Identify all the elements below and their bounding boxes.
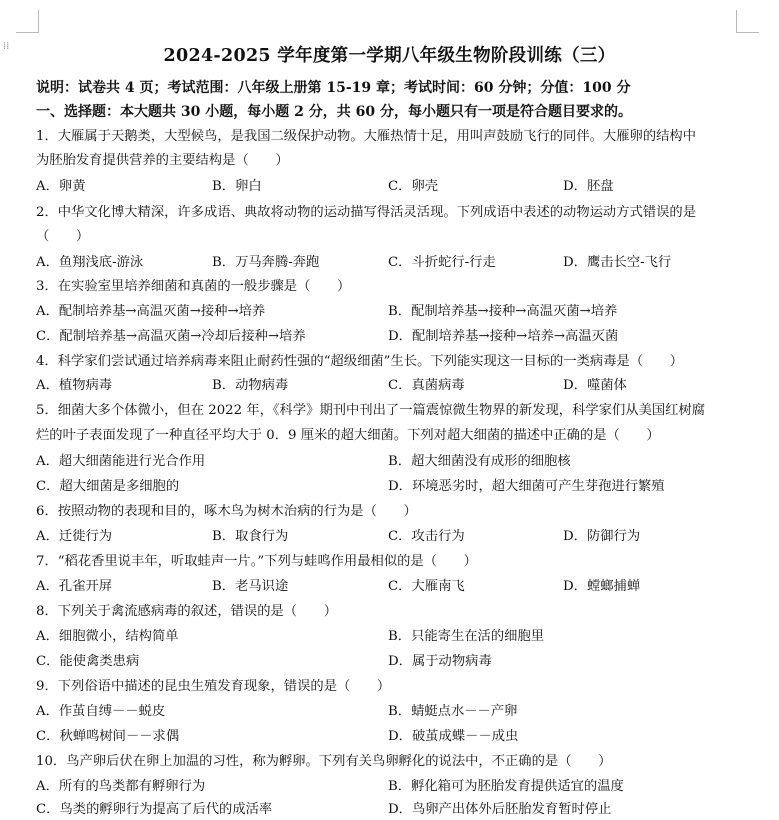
q7-option-b: B．老马识途 — [212, 579, 289, 594]
question-2-line-1: 2．中华文化博大精深，许多成语、典故将动物的运动描写得活灵活现。下列成语中表述的动物运动方式错误的是 — [36, 205, 697, 220]
q1-option-b: B．卵白 — [212, 179, 262, 194]
q8-option-d: D．属于动物病毒 — [388, 654, 492, 669]
q4-option-d: D．噬菌体 — [563, 378, 627, 393]
q7-option-d: D．螳螂捕蝉 — [563, 579, 641, 594]
question-4-line-1: 4．科学家们尝试通过培养病毒来阻止耐药性强的“超级细菌”生长。下列能实现这一目标的一类病毒是（ ） — [36, 354, 684, 369]
question-10-line-1: 10．鸟产卵后伏在卵上加温的习性，称为孵卵。下列有关鸟卵孵化的说法中，不正确的是（ ） — [36, 754, 612, 769]
q5-option-b: B．超大细菌没有成形的细胞核 — [388, 454, 571, 469]
exam-instructions: 说明：试卷共 4 页；考试范围：八年级上册第 15-19 章；考试时间：60 分钟；分值：100 分 — [36, 80, 631, 96]
q2-option-d: D．鹰击长空-飞行 — [563, 255, 672, 270]
q10-option-a: A．所有的鸟类都有孵卵行为 — [36, 779, 206, 794]
q10-option-b: B．孵化箱可为胚胎发育提供适宜的温度 — [388, 779, 624, 794]
q5-option-a: A．超大细菌能进行光合作用 — [36, 454, 206, 469]
q6-option-c: C．攻击行为 — [388, 529, 465, 544]
q9-option-c: C．秋蝉鸣树间－－求偶 — [36, 729, 180, 744]
q7-option-a: A．孔雀开屏 — [36, 579, 113, 594]
q9-option-d: D．破茧成蝶－－成虫 — [388, 729, 519, 744]
q7-option-c: C．大雁南飞 — [388, 579, 465, 594]
question-9-line-1: 9．下列俗语中描述的昆虫生殖发育现象，错误的是（ ） — [36, 679, 391, 694]
q10-option-d: D．鸟卵产出体外后胚胎发育暂时停止 — [388, 802, 612, 817]
q1-option-c: C．卵壳 — [388, 179, 439, 194]
question-8-line-1: 8．下列关于禽流感病毒的叙述，错误的是（ ） — [36, 604, 337, 619]
q10-option-c: C．鸟类的孵卵行为提高了后代的成活率 — [36, 802, 273, 817]
q3-option-c: C．配制培养基→高温灭菌→冷却后接种→培养 — [36, 329, 306, 344]
drag-handle-icon[interactable]: ⁞⁞ — [3, 41, 10, 52]
question-3-line-1: 3．在实验室里培养细菌和真菌的一般步骤是（ ） — [36, 279, 351, 294]
section-heading: 一、选择题：本大题共 30 小题，每小题 2 分，共 60 分，每小题只有一项是符合题目要求的。 — [36, 104, 632, 120]
crop-mark-top-right — [736, 10, 759, 33]
q8-option-a: A．细胞微小，结构简单 — [36, 629, 179, 644]
q6-option-b: B．取食行为 — [212, 529, 289, 544]
q8-option-c: C．能使禽类患病 — [36, 654, 140, 669]
question-6-line-1: 6．按照动物的表现和目的，啄木鸟为树木治病的行为是（ ） — [36, 504, 417, 519]
q2-option-a: A．鱼翔浅底-游泳 — [36, 255, 144, 270]
q2-option-c: C．斗折蛇行-行走 — [388, 255, 496, 270]
q1-option-a: A．卵黄 — [36, 179, 86, 194]
question-2-line-2: （ ） — [36, 229, 90, 244]
q9-option-b: B．蜻蜓点水－－产卵 — [388, 704, 518, 719]
q5-option-c: C．超大细菌是多细胞的 — [36, 479, 180, 494]
question-5-line-1: 5．细菌大多个体微小，但在 2022 年，《科学》期刊中刊出了一篇震惊微生物界的新发现，科学家们从美国红树腐 — [36, 403, 706, 418]
question-1-line-1: 1．大雁属于天鹅类，大型候鸟，是我国二级保护动物。大雁热情十足，用叫声鼓励飞行的同伴。大雁卵的结构中 — [36, 129, 697, 144]
q5-option-d: D．环境恶劣时，超大细菌可产生芽孢进行繁殖 — [388, 479, 665, 494]
q4-option-a: A．植物病毒 — [36, 378, 113, 393]
q8-option-b: B．只能寄生在活的细胞里 — [388, 629, 545, 644]
question-5-line-2: 烂的叶子表面发现了一种直径平均大于 0．9 厘米的超大细菌。下列对超大细菌的描述中正确的是（ ） — [36, 428, 660, 443]
q6-option-a: A．迁徙行为 — [36, 529, 113, 544]
question-1-line-2: 为胚胎发育提供营养的主要结构是（ ） — [36, 153, 289, 168]
q3-option-d: D．配制培养基→接种→培养→高温灭菌 — [388, 329, 619, 344]
question-7-line-1: 7．“稻花香里说丰年，听取蛙声一片。”下列与蛙鸣作用最相似的是（ ） — [36, 554, 477, 569]
exam-title: 2024-2025 学年度第一学期八年级生物阶段训练（三） — [163, 46, 616, 66]
q2-option-b: B．万马奔腾-奔跑 — [212, 255, 320, 270]
q9-option-a: A．作茧自缚－－蜕皮 — [36, 704, 166, 719]
crop-mark-top-left — [16, 10, 39, 33]
q1-option-d: D．胚盘 — [563, 179, 614, 194]
q4-option-b: B．动物病毒 — [212, 378, 289, 393]
q3-option-a: A．配制培养基→高温灭菌→接种→培养 — [36, 304, 266, 319]
q4-option-c: C．真菌病毒 — [388, 378, 465, 393]
q6-option-d: D．防御行为 — [563, 529, 641, 544]
q3-option-b: B．配制培养基→接种→高温灭菌→培养 — [388, 304, 618, 319]
